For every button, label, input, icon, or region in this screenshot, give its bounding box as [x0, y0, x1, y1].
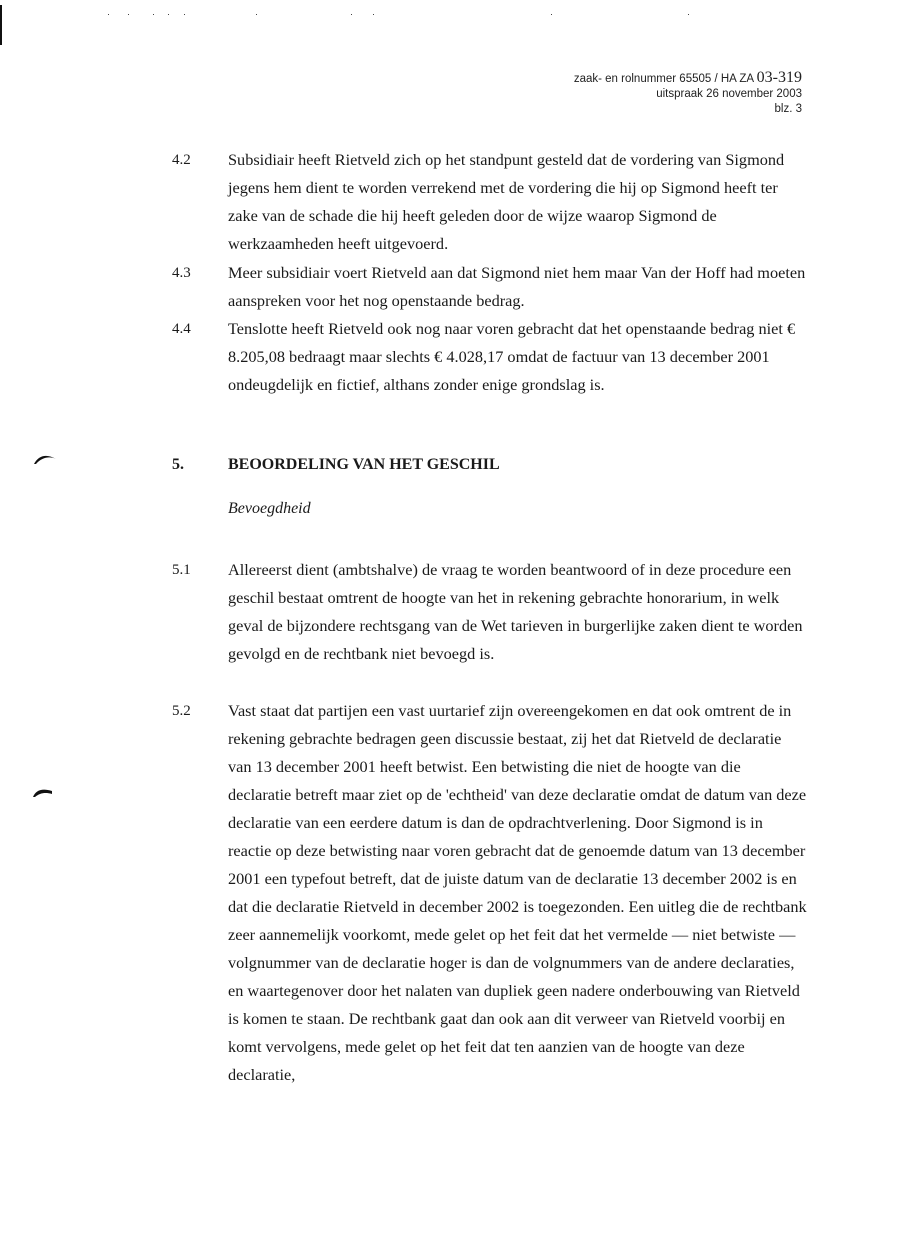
paragraph-number: 5.2: [172, 703, 191, 719]
paragraph-text: Subsidiair heeft Rietveld zich op het standpunt gesteld dat de vordering van Sigmond jegens hem dient te worden verrekend met de vordering die hij op Sigmond heeft ter zake van de schade die hij heeft geleden door de wijze waarop Sigmond de werkzaamheden heeft uitgevoerd.: [228, 150, 785, 253]
paragraph-number: 5.1: [172, 562, 191, 578]
scan-speck: [184, 14, 185, 15]
scan-speck: [688, 14, 689, 15]
scan-speck: [373, 14, 374, 15]
scan-edge-mark: [0, 5, 2, 45]
paragraph-number: 4.2: [172, 152, 191, 168]
ruling-date: uitspraak 26 november 2003: [656, 88, 802, 100]
scan-speck: [256, 14, 257, 15]
section-number: 5.: [172, 456, 184, 473]
subheading: Bevoegdheid: [228, 500, 311, 517]
paragraph-text: Vast staat dat partijen een vast uurtarief zijn overeengekomen en dat ook omtrent de in rekening gebrachte bedragen geen discussie bestaat, zij het dat Rietveld de declaratie van 13 december 2001 heeft betwist. Een betwisting die niet de hoogte van die declaratie betreft maar ziet op de 'echtheid' van deze declaratie omdat de datum van deze declaratie van een eerdere datum is dan de opdrachtverlening. Door Sigmond is in reactie op deze betwisting naar voren gebracht dat de genoemde datum van 13 december 2001 een typefout betreft, dat de juiste datum van de declaratie 13 december 2002 is en dat die declaratie Rietveld in december 2002 is toegezonden. Een uitleg die de rechtbank zeer aannemelijk voorkomt, mede gelet op het feit dat het vermelde — niet betwiste — volgnummer van de declaratie hoger is dan de volgnummers van de andere declaraties, en waartegenover door het nalaten van dupliek geen nadere onderbouwing van Rietveld is komen te staan. De rechtbank gaat dan ook aan dit verweer van Rietveld voorbij en komt vervolgens, mede gelet op het feit dat ten aanzien van de hoogte van deze declaratie,: [228, 701, 807, 1084]
paragraph-text: Allereerst dient (ambtshalve) de vraag te worden beantwoord of in deze procedure een geschil bestaat omtrent de hoogte van het in rekening gebrachte honorarium, in welk geval de bijzondere rechtsgang van de Wet tarieven in burgerlijke zaken dient te worden gevolgd en de rechtbank niet bevoegd is.: [228, 560, 803, 663]
paragraph-number: 4.4: [172, 321, 191, 337]
page-number: blz. 3: [774, 103, 802, 115]
case-number: 03-319: [756, 69, 802, 86]
paragraph-text: Meer subsidiair voert Rietveld aan dat Sigmond niet hem maar Van der Hoff had moeten aanspreken voor het nog openstaande bedrag.: [228, 263, 806, 310]
scan-speck: [551, 14, 552, 15]
scan-speck: [108, 14, 109, 15]
paragraph-number: 4.3: [172, 265, 191, 281]
case-prefix: zaak- en rolnummer 65505 / HA ZA: [573, 73, 754, 85]
section-title: BEOORDELING VAN HET GESCHIL: [228, 456, 500, 473]
margin-mark-icon: [32, 450, 58, 466]
scan-speck: [351, 14, 352, 15]
scan-speck: [128, 14, 129, 15]
scan-speck: [168, 14, 169, 15]
case-number-line: [574, 70, 802, 87]
paragraph-text: Tenslotte heeft Rietveld ook nog naar voren gebracht dat het openstaande bedrag niet € 8.205,08 bedraagt maar slechts € 4.028,17 omdat de factuur van 13 december 2001 ondeugdelijk en fictief, althans zonder enige grondslag is.: [228, 319, 796, 394]
scan-speck: [153, 14, 154, 15]
margin-mark-icon: [32, 786, 54, 798]
page-header: [574, 70, 802, 117]
